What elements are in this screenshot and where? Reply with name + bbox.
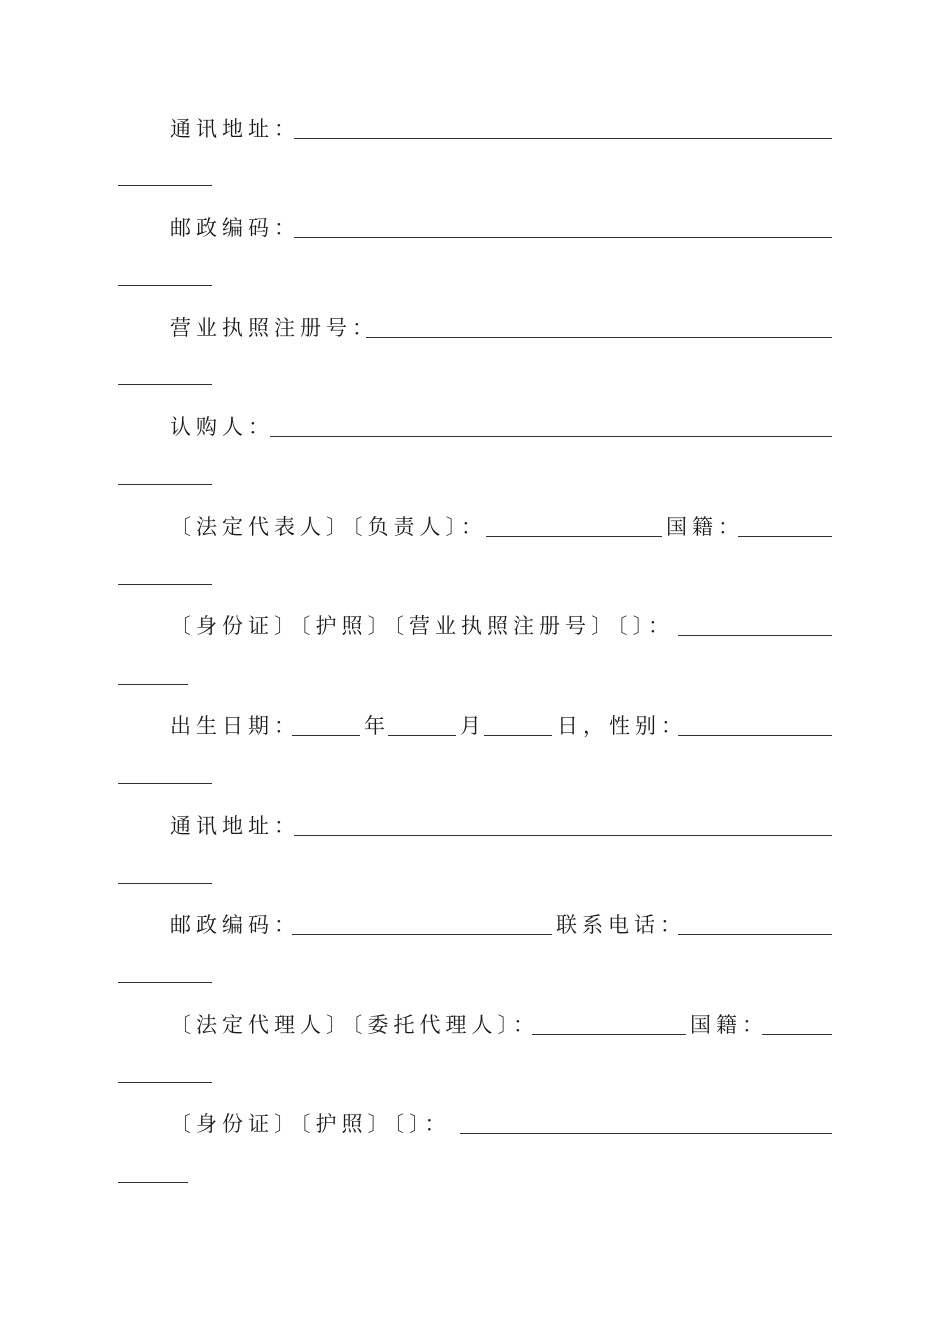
day-gender-label: 日，性别：: [557, 714, 687, 738]
field-address-1: [0, 115, 950, 149]
subscriber-blank-continuation[interactable]: [118, 484, 212, 485]
field-id-document-1: [0, 612, 950, 646]
field-label: 营业执照注册号：: [170, 316, 378, 340]
field-label: 认购人：: [170, 415, 274, 439]
postcode-1-blank-continuation[interactable]: [118, 285, 212, 286]
subscriber-blank[interactable]: [270, 436, 832, 437]
field-label-phone: 联系电话：: [556, 913, 686, 937]
field-label: 〔身份证〕〔护照〕〔〕：: [170, 1112, 451, 1136]
field-legal-agent: [0, 1011, 950, 1045]
address-1-blank-continuation[interactable]: [118, 185, 212, 186]
address-1-blank[interactable]: [294, 138, 832, 139]
field-address-2: [0, 812, 950, 846]
field-label: 出生日期：: [170, 714, 300, 738]
address-2-blank-continuation[interactable]: [118, 883, 212, 884]
field-legal-representative: [0, 513, 950, 547]
legal-agent-blank[interactable]: [532, 1034, 686, 1035]
field-business-license: [0, 314, 950, 348]
id-document-1-blank[interactable]: [678, 635, 832, 636]
field-birth-date: [0, 712, 950, 746]
business-license-blank[interactable]: [366, 337, 832, 338]
legal-representative-blank[interactable]: [486, 536, 662, 537]
year-label: 年: [364, 714, 390, 738]
id-document-1-blank-continuation[interactable]: [118, 684, 188, 685]
gender-blank[interactable]: [678, 735, 832, 736]
field-postcode-phone: [0, 911, 950, 945]
field-subscriber: [0, 413, 950, 447]
nationality-2-blank-continuation[interactable]: [118, 1082, 212, 1083]
postcode-1-blank[interactable]: [294, 237, 832, 238]
nationality-1-blank[interactable]: [738, 536, 832, 537]
field-label: 〔法定代理人〕〔委托代理人〕：: [170, 1013, 539, 1037]
field-label: 通讯地址：: [170, 117, 300, 141]
postcode-2-blank[interactable]: [292, 934, 552, 935]
field-label: 邮政编码：: [170, 913, 300, 937]
nationality-1-blank-continuation[interactable]: [118, 584, 212, 585]
field-label-nationality: 国籍：: [690, 1013, 768, 1037]
birth-year-blank[interactable]: [292, 735, 360, 736]
birth-month-blank[interactable]: [388, 735, 456, 736]
id-document-2-blank-continuation[interactable]: [118, 1182, 188, 1183]
field-label: 邮政编码：: [170, 216, 300, 240]
id-document-2-blank[interactable]: [460, 1133, 832, 1134]
nationality-2-blank[interactable]: [762, 1034, 832, 1035]
field-id-document-2: [0, 1110, 950, 1144]
field-label-nationality: 国籍：: [666, 515, 744, 539]
gender-blank-continuation[interactable]: [118, 783, 212, 784]
field-label: 〔身份证〕〔护照〕〔营业执照注册号〕〔〕：: [170, 614, 674, 638]
month-label: 月: [460, 714, 486, 738]
phone-blank-continuation[interactable]: [118, 982, 212, 983]
field-label: 通讯地址：: [170, 814, 300, 838]
field-postcode-1: [0, 214, 950, 248]
field-label: 〔法定代表人〕〔负责人〕：: [170, 515, 487, 539]
phone-blank[interactable]: [678, 934, 832, 935]
birth-day-blank[interactable]: [484, 735, 552, 736]
address-2-blank[interactable]: [294, 835, 832, 836]
business-license-blank-continuation[interactable]: [118, 384, 212, 385]
